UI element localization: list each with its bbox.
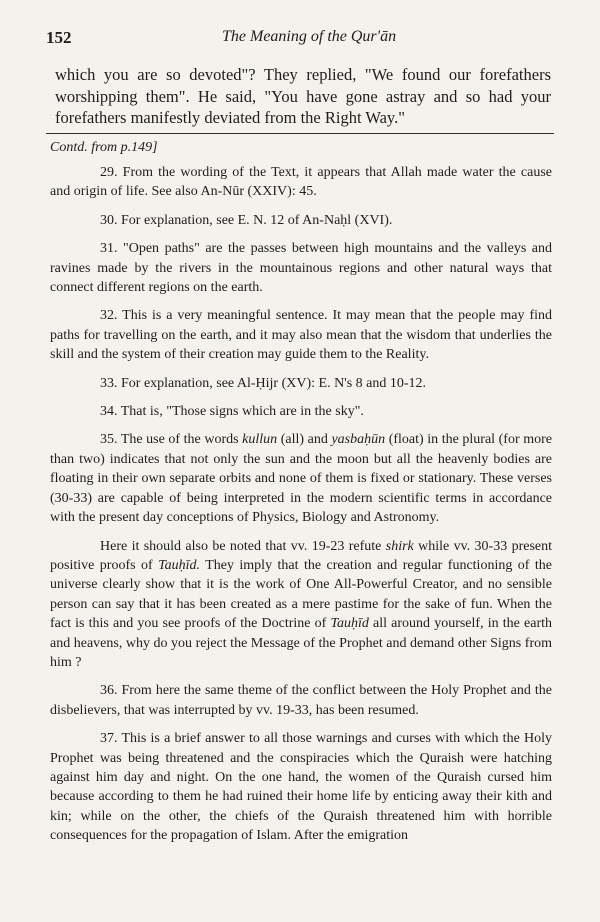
page-number: 152 bbox=[46, 28, 72, 47]
note-35-text-3: (float) in the plural (for more than two) indicates that not only the sun and the moon but all the heavenly bodies are floating in their own separate orbits and none of them is fixed or stationary. These verses (30-33) are capable of being interpreted in the modern scientific terms in accordance with the present day conceptions of Physics, Biology and Astronomy. bbox=[50, 432, 552, 526]
main-text: which you are so devoted"? They replied, "We found our forefathers worshipping them". He said, "You have gone astray and so had your forefathers manifestly deviated from the Right Way." bbox=[55, 65, 551, 127]
page-header bbox=[46, 28, 556, 50]
note-35-text-2: (all) and bbox=[277, 432, 332, 448]
note-35-continued bbox=[50, 537, 552, 673]
footnote-divider bbox=[46, 133, 554, 134]
note-34: 34. That is, "Those signs which are in the sky". bbox=[100, 404, 364, 420]
note-29: 29. From the wording of the Text, it appears that Allah made water the cause and origin of life. See also An-Nūr (XXIV): 45. bbox=[50, 165, 552, 200]
note-33: 33. For explanation, see Al-Ḥijr (XV): E. N's 8 and 10-12. bbox=[100, 375, 427, 391]
note-35b-text-4: all around yourself, in the earth and heavens, why do you reject the Message of the Prophet and demand other Signs from him ? bbox=[50, 616, 552, 670]
note-35b-text-3: They imply that the creation and regular functioning of the universe clearly show that it is the work of One All-Powerful Creator, and no sensible person can say that it has been created as a mere pastime for the sake of fun. When the fact is this and you see proofs of the Doctrine of bbox=[50, 557, 552, 632]
note-35b-text-2: while vv. 30-33 present positive proofs of bbox=[50, 538, 552, 573]
note-35b-text-1: Here it should also be noted that vv. 19-23 refute bbox=[100, 538, 386, 554]
term-shirk: shirk bbox=[385, 538, 414, 554]
note-37: 37. This is a brief answer to all those warnings and curses with which the Holy Prophet was being threatened and the conspiracies which the Quraish were hatching against him day and night. On the one hand, the women of the Quraish cursed him because according to them he had ruined their home life by enticing away their kith and kin; while on the other, the chiefs of the Quraish threatened him with horrible consequences for the propagation of Islam. After the emigration bbox=[50, 731, 552, 844]
note-35 bbox=[50, 430, 552, 527]
term-tauhid: Tauḥīd. bbox=[158, 557, 200, 573]
explanatory-notes bbox=[50, 163, 552, 855]
note-36: 36. From here the same theme of the conflict between the Holy Prophet and the disbelievers, that was interrupted by vv. 19-33, has been resumed. bbox=[50, 683, 552, 718]
continued-label: Contd. from p.149] bbox=[50, 140, 158, 155]
term-yasbahun: yasbaḥūn bbox=[331, 432, 386, 448]
note-32: 32. This is a very meaningful sentence. It may mean that the people may find paths for travelling on the earth, and it may also mean that the wisdom that underlies the skill and the system of their creation may guide them to the Reality. bbox=[50, 308, 552, 363]
term-tauhid-2: Tauḥīd bbox=[330, 616, 369, 632]
note-31: 31. "Open paths" are the passes between high mountains and the valleys and ravines made by the rivers in the mountainous regions and other natural ways that connect different regions on the earth. bbox=[50, 241, 552, 296]
running-title: The Meaning of the Qur'ān bbox=[222, 28, 397, 45]
term-kullun: kullun bbox=[242, 432, 278, 448]
note-30: 30. For explanation, see E. N. 12 of An-Naḥl (XVI). bbox=[100, 212, 393, 228]
note-35-text-1: 35. The use of the words bbox=[100, 432, 243, 448]
